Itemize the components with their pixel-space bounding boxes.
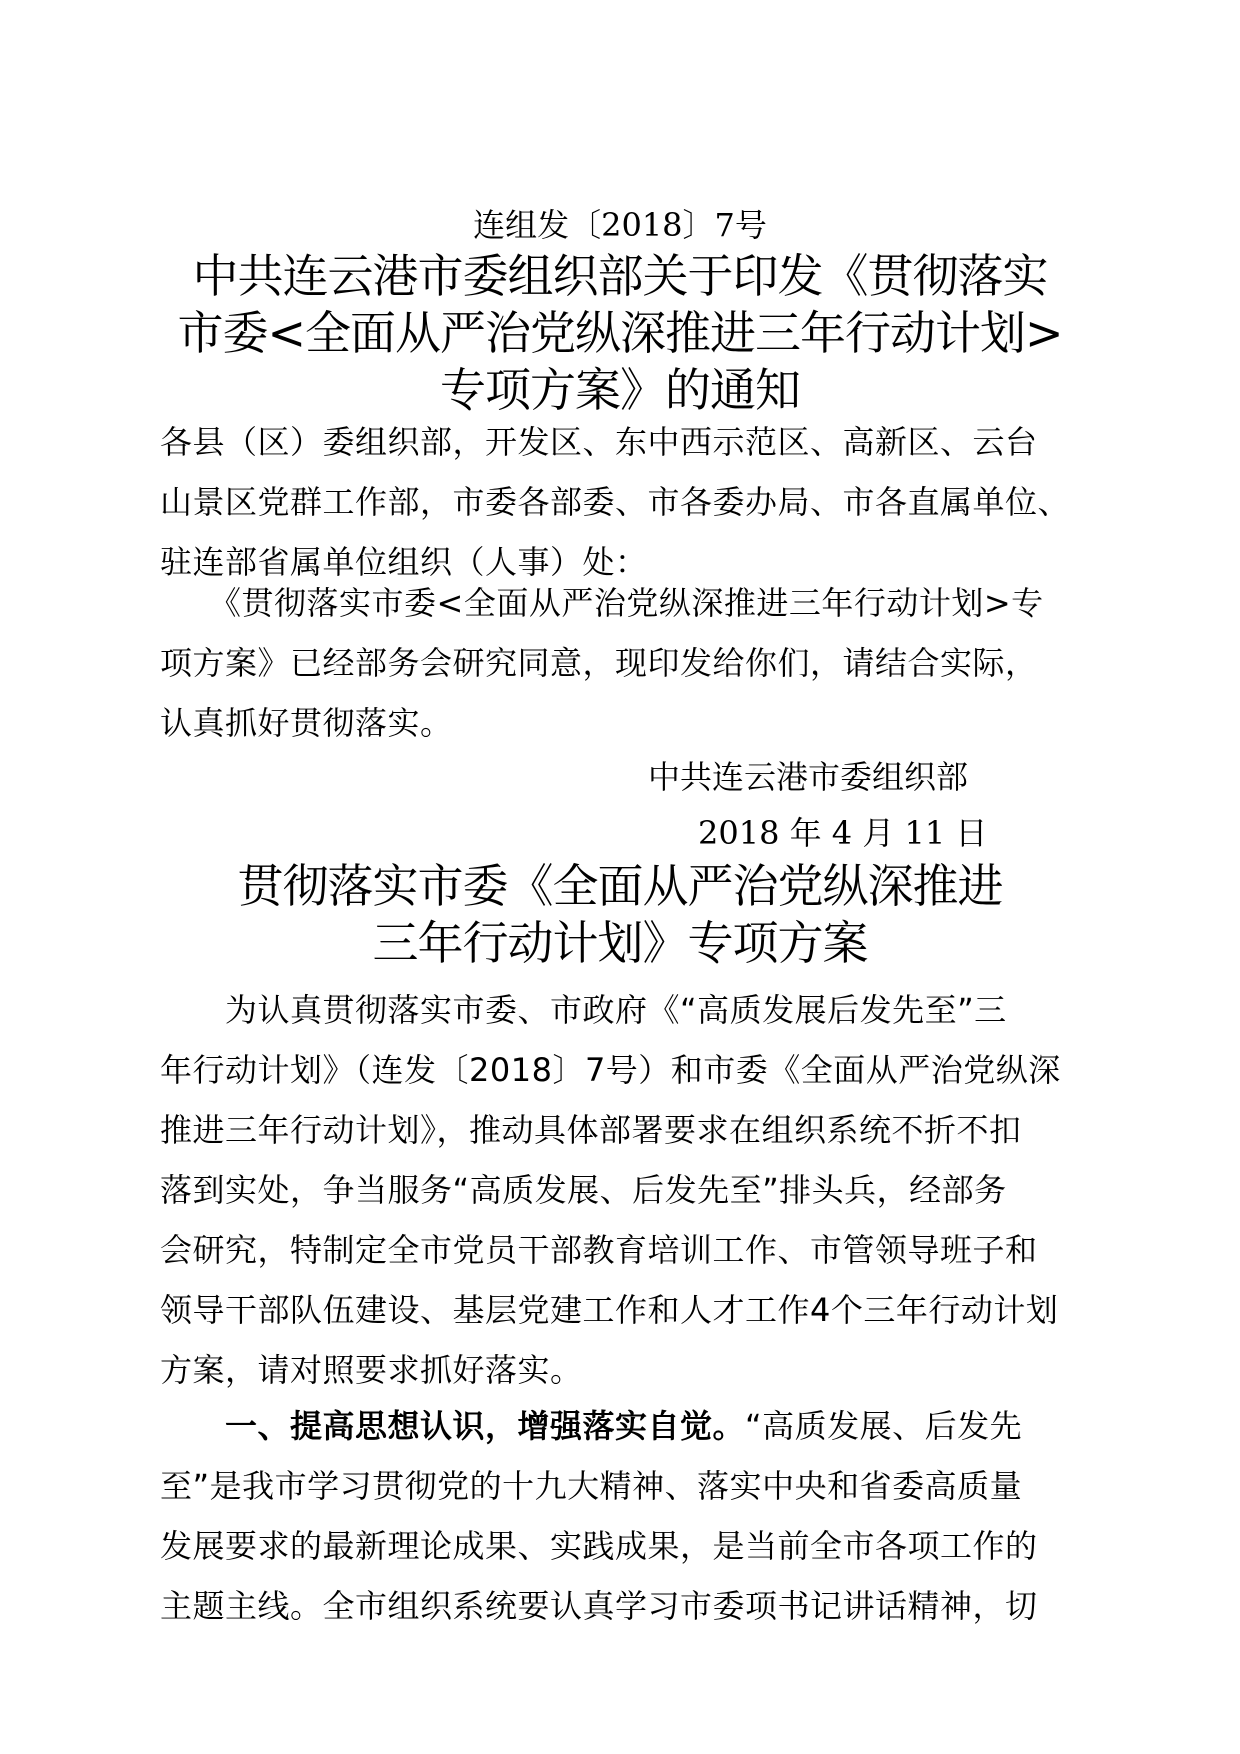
text-line: 各县（区）委组织部，开发区、东中西示范区、高新区、云台 <box>160 423 1038 461</box>
text-line: 会研究，特制定全市党员干部教育培训工作、市管领导班子和 <box>160 1231 1038 1269</box>
text-line: 发展要求的最新理论成果、实践成果，是当前全市各项工作的 <box>160 1527 1038 1565</box>
text-line: 主题主线。全市组织系统要认真学习市委项书记讲话精神，切 <box>160 1587 1038 1625</box>
document-number: 连组发〔2018〕7号 <box>473 206 767 244</box>
issue-date: 2018 年 4 月 11 日 <box>698 814 988 852</box>
text-line: 至”是我市学习贯彻党的十九大精神、落实中央和省委高质量 <box>160 1467 1023 1505</box>
plan-title-line: 贯彻落实市委《全面从严治党纵深推进 <box>237 859 1003 913</box>
notice-body-paragraph <box>160 573 1090 753</box>
notice-title-line: 市委<全面从严治党纵深推进三年行动计划> <box>177 306 1063 360</box>
notice-title-line: 中共连云港市委组织部关于印发《贯彻落实 <box>192 249 1048 303</box>
text-line <box>160 1396 1090 1456</box>
text-line: 驻连部省属单位组织（人事）处： <box>160 543 648 581</box>
section-1-heading: 一、提高思想认识，增强落实自觉。 <box>160 1407 746 1445</box>
text-line: 推进三年行动计划》，推动具体部署要求在组织系统不折不扣 <box>160 1111 1022 1149</box>
text-line: 领导干部队伍建设、基层党建工作和人才工作4个三年行动计划 <box>160 1291 1059 1329</box>
issuer-signature: 中共连云港市委组织部 <box>648 758 969 796</box>
text-line: 年行动计划》（连发〔2018〕7号）和市委《全面从严治党纵深 <box>160 1051 1061 1089</box>
section-1-paragraph <box>160 1396 1090 1636</box>
notice-title <box>0 248 1240 419</box>
text-line: 方案，请对照要求抓好落实。 <box>160 1351 583 1389</box>
plan-title <box>0 858 1240 972</box>
plan-title-line: 三年行动计划》专项方案 <box>372 916 868 970</box>
text-line: 《贯彻落实市委<全面从严治党纵深推进三年行动计划>专 <box>160 584 1044 622</box>
section-1-line-start: “高质发展、后发先 <box>745 1407 1023 1445</box>
text-line: 认真抓好贯彻落实。 <box>160 704 453 742</box>
text-line: 落到实处，争当服务“高质发展、后发先至”排头兵，经部务 <box>160 1171 1007 1209</box>
text-line: 项方案》已经部务会研究同意，现印发给你们，请结合实际， <box>160 644 1038 682</box>
notice-title-line: 专项方案》的通知 <box>440 363 800 417</box>
plan-intro-paragraph <box>160 980 1090 1400</box>
addressee-paragraph <box>160 412 1090 592</box>
text-line: 山景区党群工作部，市委各部委、市各委办局、市各直属单位、 <box>160 483 1071 521</box>
text-line: 为认真贯彻落实市委、市政府《“高质发展后发先至”三 <box>160 991 1007 1029</box>
